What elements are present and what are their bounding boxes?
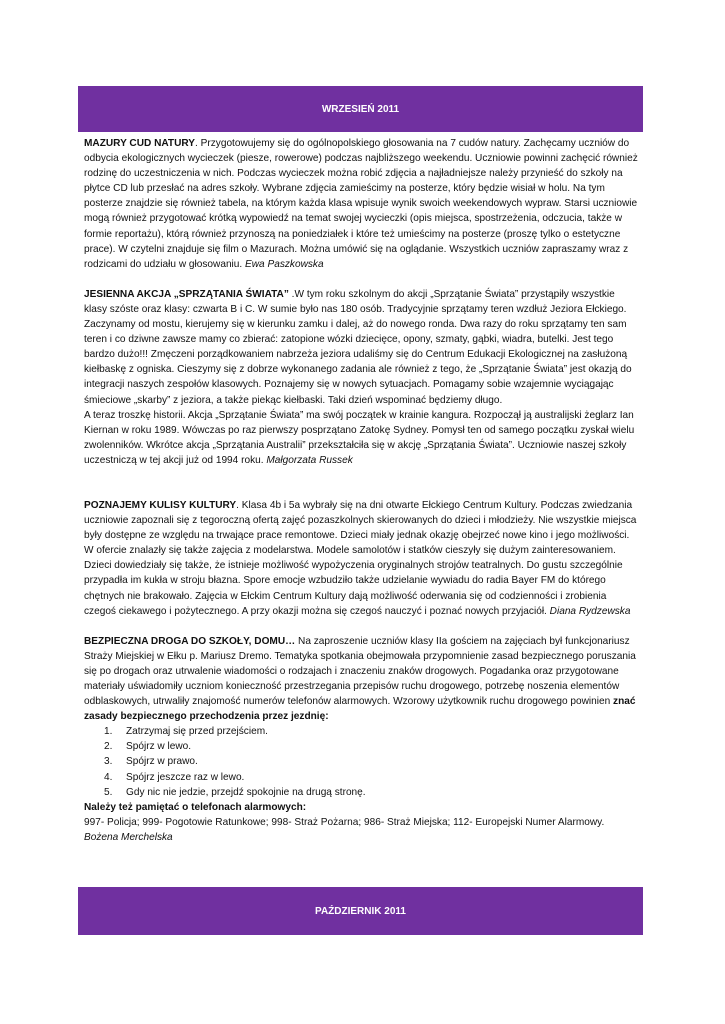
article-body: A teraz troszkę historii. Akcja „Sprzątanie Świata” ma swój początek w krainie kangura. Rozpoczął ją australijski żeglarz Ian Kiernan w roku 1989. Wówczas po raz pierwszy posprzątano Zatokę Sydney. Pomysł ten od samego początku zyskał wielu zwolenników. Wkrótce akcja „Sprzątania Australii” przekształciła się w akcję „Sprzątania Świata”. Uczniowie naszej szkoły uczestniczą w tej akcji już od 1994 roku. — [84, 409, 635, 466]
article-author: Diana Rydzewska — [549, 605, 631, 617]
banner-title: WRZESIEŃ 2011 — [321, 103, 400, 115]
article-author: Ewa Paszkowska — [245, 258, 324, 270]
article-body: .W tym roku szkolnym do akcji „Sprzątanie Świata” przystąpiły wszystkie klasy szóste oraz klasy: czwarta B i C. W sumie było nas 180 osób. Tradycyjnie sprzątamy teren wzdłuż Jeziora Ełckiego. Zaczynamy od mostu, kierujemy się w kierunku zamku i dalej, aż do nowego ronda. Dwa razy do roku sprzątamy ten sam teren i co dziwne zawsze mamy co zbierać: zatopione wózki dziecięce, opony, szmaty, gąbki, wiadra, butelki. Jest tego bardzo dużo!!! Zmęczeni porządkowaniem nabrzeża jeziora udaliśmy się do Centrum Edukacji Ekologicznej na zasłużoną kiełbaskę z ogniska. Cieszymy się z dobrze wykonanego zadania ale również z tego, że „Sprzątanie Świata” jest okazją do integracji naszych zespołów klasowych. Poznajemy się w nowych sytuacjach. Pomagamy sobie wzajemnie wyciągając śmieciowe „skarby” z jeziora, a także piekąc kiełbaski. Taki dzień wspominać będziemy długo. — [84, 288, 632, 406]
month-banner-september — [78, 86, 643, 132]
list-item: 4. Spójrz jeszcze raz w lewo. — [104, 771, 245, 783]
phones-list: 997- Policja; 999- Pogotowie Ratunkowe; 998- Straż Pożarna; 986- Straż Miejska; 112- Europejski Numer Alarmowy. Bożena Merchelska — [84, 816, 605, 843]
list-item: 2. Spójrz w lewo. — [104, 741, 192, 753]
month-banner-october — [78, 887, 643, 935]
article-author: Małgorzata Russek — [266, 454, 353, 466]
article-title: JESIENNA AKCJA „SPRZĄTANIA ŚWIATA” — [84, 288, 289, 300]
article-title: MAZURY CUD NATURY — [84, 138, 196, 149]
article-mazury — [84, 136, 639, 272]
article-author: Bożena Merchelska — [84, 831, 173, 843]
article-title: BEZPIECZNA DROGA DO SZKOŁY, DOMU… — [84, 635, 296, 647]
article-emphasis: znać zasady bezpiecznego przechodzenia przez jezdnię: — [84, 696, 636, 723]
newsletter-content — [84, 136, 639, 845]
article-kultura — [84, 498, 639, 619]
article-body: . Przygotowujemy się do ogólnopolskiego głosowania na 7 cudów natury. Zachęcamy uczniów do odbycia ekologicznych wycieczek (piesze, rowerowe) podczas najbliższego weekendu. Uczniowie powinni zachęcić również rodzinę do uczestniczenia w nich. Podczas wycieczek można robić zdjęcia a najładniejsze należy przynieść do szkoły na płytce CD lub przesłać na adres szkoły. Wybrane zdjęcia zamieścimy na posterze, który będzie wisiał w holu. Na tym posterze znajdzie się również tabela, na którym każda klasa wpisuje wynik swoich weekendowych wypraw. Starsi uczniowie mogą również przygotować krótką wypowiedź na temat swojej wycieczki (opis miejsca, spostrzeżenia, odczucia, także w formie reportażu), którą również przynoszą na poniedziałek i które też umieścimy na posterze (proszę tylko o estetyczne prace). W czytelni znajduje się film o Mazurach. Można umówić się na oglądanie. Wszystkich uczniów zapraszamy wraz z rodzicami do udziału w głosowaniu. — [84, 138, 638, 270]
banner-title: PAŹDZIERNIK 2011 — [315, 905, 406, 917]
article-sprzatanie — [84, 287, 639, 408]
article-bezpieczna-droga — [84, 634, 639, 725]
crossing-steps-list — [84, 724, 639, 799]
article-body: Na zaproszenie uczniów klasy IIa gościem na zajęciach był funkcjonariusz Straży Miejskiej w Ełku p. Mariusz Dremo. Tematyka spotkania obejmowała przypomnienie zasad bezpiecznego poruszania się po drogach oraz utrwalenie wiadomości o rodzajach i znaczeniu znaków drogowych. Pogadanka oraz przygotowane materiały uświadomiły uczniom konieczność przestrzegania przepisów ruchu drogowego, potrzebę noszenia elementów odblaskowych, utrwaliły znajomość numerów telefonów alarmowych. Wzorowy użytkownik ruchu drogowego powinien — [84, 635, 636, 708]
list-item: 3. Spójrz w prawo. — [104, 756, 198, 768]
article-sprzatanie-history — [84, 408, 639, 468]
phones-heading: Należy też pamiętać o telefonach alarmowych: — [84, 801, 307, 813]
list-item: 1. Zatrzymaj się przed przejściem. — [104, 726, 268, 738]
article-body: . Klasa 4b i 5a wybrały się na dni otwarte Ełckiego Centrum Kultury. Podczas zwiedzania uczniowie zapoznali się z tegoroczną ofertą zajęć pozaszkolnych skierowanych do dzieci i młodzieży. Nie wszystkie miejsca były dostępne ze względu na trwające prace remontowe. Dzieci miały jednak okazję obejrzeć nowe kino i jego możliwości. W ofercie znalazły się także zajęcia z modelarstwa. Modele samolotów i statków cieszyły się dużym zainteresowaniem. Dzieci dowiedziały się także, że istnieje możliwość wypożyczenia oryginalnych strojów teatralnych. Do gustu szczególnie przypadła im kukła w stroju błazna. Spore emocje wzbudziło także udzielanie wywiadu do radia Bayer FM do którego chętnych nie brakowało. Zajęcia w Ełckim Centrum Kultury dają możliwość oderwania się od codzienności i zrobienia czegoś ciekawego i pożytecznego. A przy okazji można się czegoś nauczyć i poznać nowych przyjaciół. — [84, 499, 637, 617]
article-title: POZNAJEMY KULISY KULTURY — [84, 499, 237, 511]
list-item: 5. Gdy nic nie jedzie, przejdź spokojnie na drugą stronę. — [104, 786, 366, 798]
